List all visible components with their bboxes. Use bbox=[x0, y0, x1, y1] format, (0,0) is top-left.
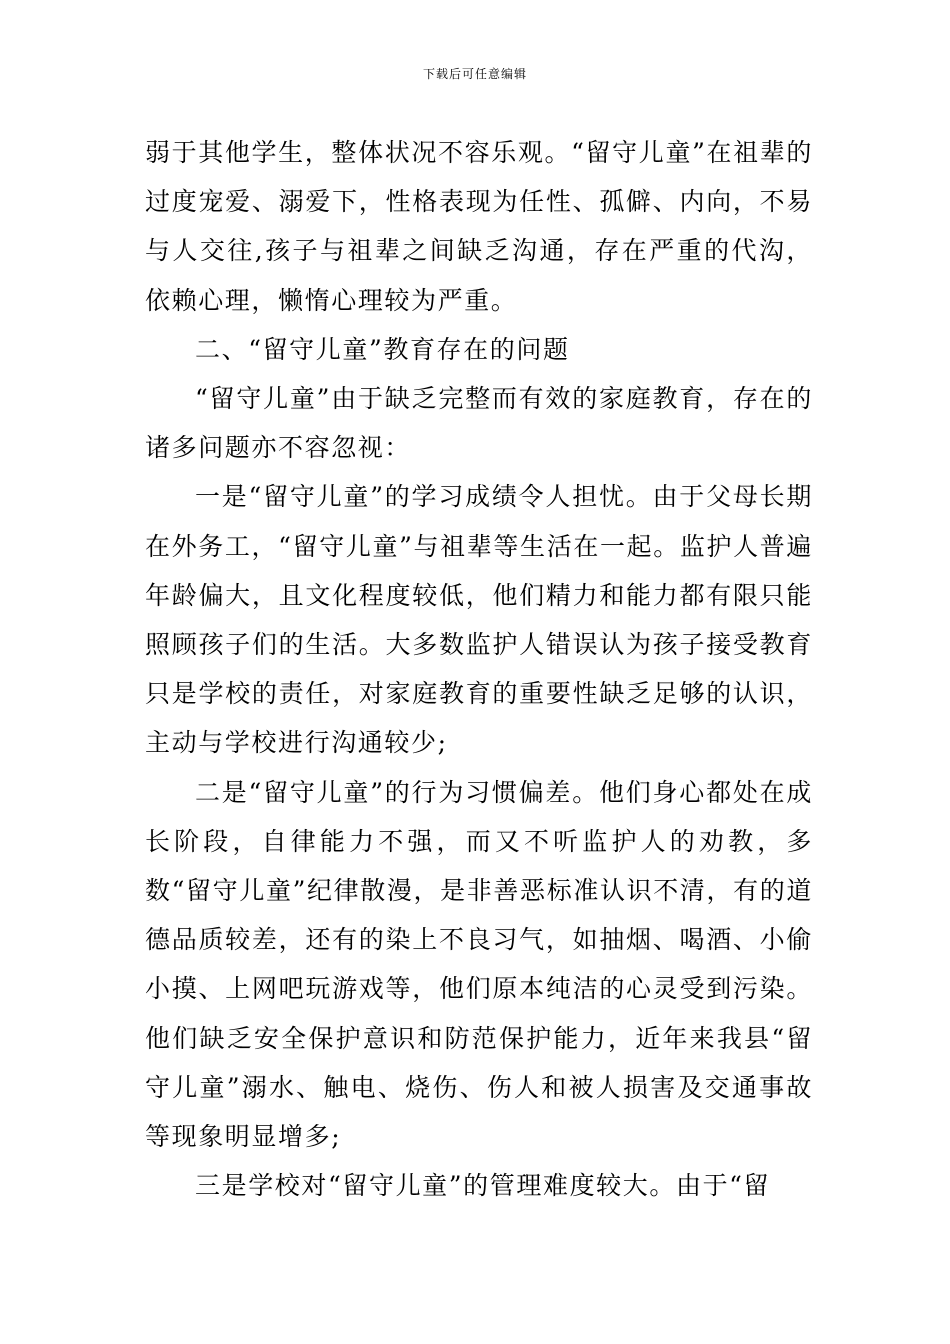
paragraph: “留守儿童”由于缺乏完整而有效的家庭教育，存在的诸多问题亦不容忽视： bbox=[145, 384, 813, 463]
document-body bbox=[145, 128, 813, 1210]
section-heading: 二、“留守儿童”教育存在的问题 bbox=[195, 334, 570, 364]
paragraph: 一是“留守儿童”的学习成绩令人担忧。由于父母长期在外务工，“留守儿童”与祖辈等生活在一起。监护人普遍年龄偏大，且文化程度较低，他们精力和能力都有限只能照顾孩子们的生活。大多数监护人错误认为孩子接受教育只是学校的责任，对家庭教育的重要性缺乏足够的认识，主动与学校进行沟通较少; bbox=[145, 482, 813, 758]
page-header-note: 下载后可任意编辑 bbox=[422, 67, 527, 81]
paragraph: 三是学校对“留守儿童”的管理难度较大。由于“留 bbox=[195, 1171, 771, 1201]
paragraph: 弱于其他学生，整体状况不容乐观。“留守儿童”在祖辈的过度宠爱、溺爱下，性格表现为任性、孤僻、内向，不易与人交往,孩子与祖辈之间缺乏沟通，存在严重的代沟，依赖心理，懒惰心理较为严重。 bbox=[145, 138, 813, 315]
paragraph: 二是“留守儿童”的行为习惯偏差。他们身心都处在成长阶段，自律能力不强，而又不听监护人的劝教，多数“留守儿童”纪律散漫，是非善恶标准认识不清，有的道德品质较差，还有的染上不良习气，如抽烟、喝酒、小偷小摸、上网吧玩游戏等，他们原本纯洁的心灵受到污染。他们缺乏安全保护意识和防范保护能力，近年来我县“留守儿童”溺水、触电、烧伤、伤人和被人损害及交通事故等现象明显增多; bbox=[145, 777, 813, 1152]
